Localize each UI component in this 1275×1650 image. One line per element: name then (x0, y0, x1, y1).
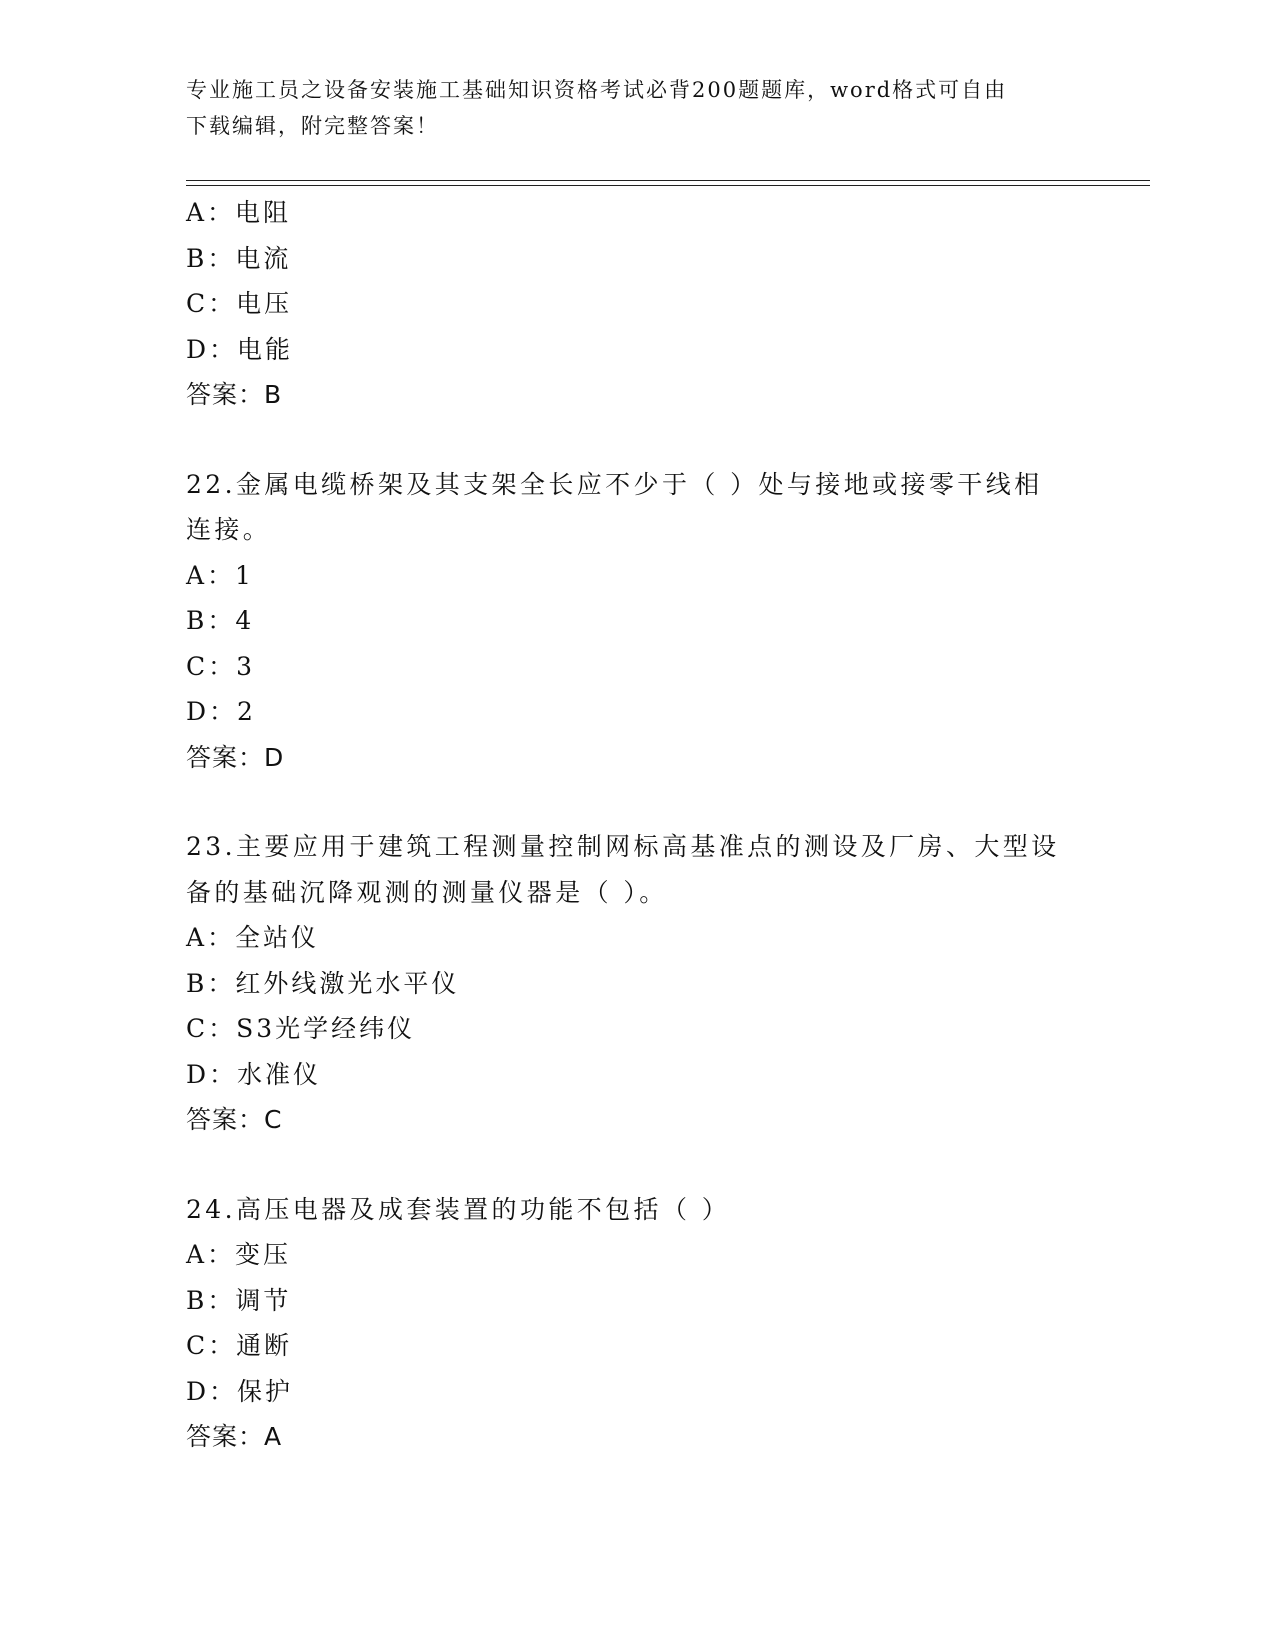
option-c: C：3 (186, 651, 256, 681)
option-b: B：调节 (186, 1285, 292, 1315)
spacer (186, 418, 1086, 462)
option-a: A：电阻 (186, 198, 292, 227)
question-stem-line-1: 23.主要应用于建筑工程测量控制网标高基准点的测设及厂房、大型设 (186, 832, 1060, 861)
document-header (186, 72, 1066, 144)
option-c: C：电压 (186, 289, 293, 318)
header-line-2: 下载编辑，附完整答案！ (186, 114, 439, 138)
question-24 (186, 1187, 1086, 1460)
option-d: D：电能 (186, 334, 294, 364)
question-stem-line-1: 22.金属电缆桥架及其支架全长应不少于（ ）处与接地或接零干线相 (186, 469, 1043, 499)
question-stem-line-2: 连接。 (186, 515, 272, 544)
option-d: D：保护 (186, 1376, 294, 1406)
option-b: B：红外线激光水平仪 (186, 968, 460, 998)
option-b: B：电流 (186, 243, 292, 273)
option-d: D：2 (186, 697, 256, 726)
question-21-continued (186, 190, 1086, 418)
option-a: A：1 (186, 560, 254, 590)
option-d: D：水准仪 (186, 1059, 322, 1089)
option-a: A：变压 (186, 1240, 292, 1269)
question-23 (186, 824, 1086, 1143)
question-stem-line-2: 备的基础沉降观测的测量仪器是（ ）。 (186, 877, 668, 907)
question-list (186, 190, 1086, 1460)
header-divider-top (186, 180, 1150, 181)
answer-line: 答案：B (186, 380, 283, 409)
option-b: B：4 (186, 606, 255, 635)
option-c: C：通断 (186, 1331, 293, 1360)
header-line-1: 专业施工员之设备安装施工基础知识资格考试必背200题题库，word格式可自由 (186, 78, 1008, 102)
option-a: A：全站仪 (186, 923, 320, 952)
spacer (186, 1143, 1086, 1187)
question-stem-line-1: 24.高压电器及成套装置的功能不包括（ ） (186, 1194, 731, 1224)
option-c: C：S3光学经纬仪 (186, 1014, 416, 1043)
answer-line: 答案：C (186, 1105, 283, 1134)
header-divider-bottom (186, 185, 1150, 186)
question-22 (186, 462, 1086, 781)
answer-line: 答案：D (186, 742, 285, 772)
answer-line: 答案：A (186, 1422, 283, 1451)
spacer (186, 780, 1086, 824)
